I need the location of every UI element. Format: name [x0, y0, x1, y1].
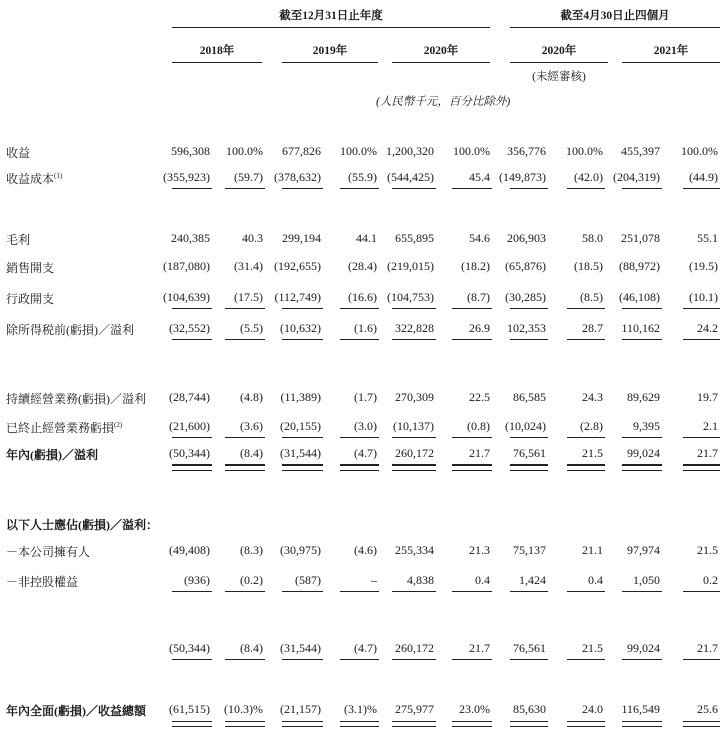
cell-underline: [225, 308, 265, 309]
table-cell: 322,828: [395, 321, 434, 335]
table-cell: (16.6): [348, 290, 377, 304]
table-cell: (2.8): [580, 419, 603, 433]
table-cell: 21.1: [582, 543, 603, 557]
row-label: 年內(虧損)／溢利: [6, 448, 98, 462]
table-cell: (187,080): [163, 259, 210, 273]
table-cell: (104,639): [163, 290, 210, 304]
header-year-rule: [392, 62, 490, 63]
cell-underline: [683, 339, 720, 340]
table-cell: (31,544): [280, 446, 321, 460]
cell-underline: [172, 591, 212, 592]
table-cell: (88,972): [619, 259, 660, 273]
cell-underline: [683, 437, 720, 438]
table-cell: (0.8): [467, 419, 490, 433]
cell-underline: [392, 339, 436, 340]
table-cell: 1,200,320: [386, 144, 434, 158]
table-cell: 260,172: [395, 446, 434, 460]
table-cell: (65,876): [505, 259, 546, 273]
table-cell: 240,385: [171, 231, 210, 245]
table-cell: 356,776: [507, 144, 546, 158]
footnote-ref: (2): [114, 421, 123, 429]
header-period-2020: 2020年: [541, 45, 577, 57]
cell-underline: [567, 659, 605, 660]
cell-underline: [567, 308, 605, 309]
table-cell: (936): [184, 573, 210, 587]
table-cell: 21.5: [582, 446, 603, 460]
table-cell: (104,753): [387, 290, 434, 304]
table-cell: (18.2): [461, 259, 490, 273]
cell-underline: [340, 308, 379, 309]
cell-underline: [510, 591, 548, 592]
header-year-2020: 2020年: [423, 45, 459, 57]
table-cell: 2.1: [703, 419, 718, 433]
table-cell: 21.5: [697, 543, 718, 557]
cell-underline: [225, 339, 265, 340]
row-label: －非控股權益: [6, 575, 79, 589]
table-cell: (4.8): [240, 390, 263, 404]
cell-underline: [282, 591, 323, 592]
double-underline: [567, 465, 605, 471]
table-cell: 110,162: [621, 321, 660, 335]
table-cell: 596,308: [171, 144, 210, 158]
header-year-rule: [282, 62, 378, 63]
cell-underline: [510, 188, 548, 189]
table-cell: 58.0: [582, 231, 603, 245]
cell-underline: [340, 591, 379, 592]
table-cell: 100.0%: [226, 144, 263, 158]
cell-underline: [225, 659, 265, 660]
double-underline: [392, 465, 436, 471]
table-cell: (8.5): [580, 290, 603, 304]
double-underline: [683, 721, 720, 727]
row-label: －本公司擁有人: [6, 545, 91, 559]
table-cell: (28,744): [169, 390, 210, 404]
table-cell: 0.4: [475, 573, 490, 587]
table-cell: (11,389): [280, 390, 321, 404]
cell-underline: [622, 659, 662, 660]
cell-underline: [392, 437, 436, 438]
cell-underline: [510, 437, 548, 438]
header-year-2019: 2019年: [312, 45, 348, 57]
cell-underline: [172, 308, 212, 309]
row-label: 毛利: [6, 233, 31, 247]
unit-note: (人民幣千元，百分比除外): [376, 96, 511, 108]
table-cell: 4,838: [407, 573, 434, 587]
row-label: 年內全面(虧損)／收益總額: [6, 704, 146, 718]
table-cell: (30,975): [280, 543, 321, 557]
table-cell: 206,903: [507, 231, 546, 245]
table-cell: 28.7: [582, 321, 603, 335]
table-cell: (21,157): [280, 702, 321, 716]
table-cell: 99,024: [627, 446, 660, 460]
table-cell: (10.1): [689, 290, 718, 304]
table-cell: (31,544): [280, 641, 321, 655]
table-cell: 85,630: [513, 702, 546, 716]
row-label: 以下人士應佔(虧損)／溢利：: [6, 518, 158, 532]
table-cell: (149,873): [499, 170, 546, 184]
cell-underline: [510, 308, 548, 309]
table-cell: (192,655): [274, 259, 321, 273]
cell-underline: [282, 308, 323, 309]
table-cell: 76,561: [513, 446, 546, 460]
table-cell: (219,015): [387, 259, 434, 273]
row-label: 行政開支: [6, 292, 55, 306]
table-cell: (8.7): [467, 290, 490, 304]
cell-underline: [622, 188, 662, 189]
cell-underline: [622, 437, 662, 438]
unaudited-note: (未經審核): [532, 71, 586, 83]
table-cell: 677,826: [282, 144, 321, 158]
table-cell: 86,585: [513, 390, 546, 404]
table-cell: (10,024): [505, 419, 546, 433]
header-group-year-ended: 截至12月31日止年度: [279, 10, 383, 22]
table-cell: (32,552): [169, 321, 210, 335]
table-cell: 89,629: [627, 390, 660, 404]
table-cell: (355,923): [163, 170, 210, 184]
table-cell: 1,424: [519, 573, 546, 587]
cell-underline: [567, 339, 605, 340]
table-cell: (46,108): [619, 290, 660, 304]
header-year-rule: [172, 62, 262, 63]
table-cell: (18.5): [574, 259, 603, 273]
cell-underline: [392, 308, 436, 309]
double-underline: [282, 465, 323, 471]
table-cell: 24.0: [582, 702, 603, 716]
header-group-rule: [510, 27, 720, 28]
cell-underline: [683, 659, 720, 660]
table-cell: 455,397: [621, 144, 660, 158]
table-cell: (17.5): [234, 290, 263, 304]
table-cell: (587): [295, 573, 321, 587]
double-underline: [622, 465, 662, 471]
cell-underline: [392, 659, 436, 660]
double-underline: [567, 721, 605, 727]
cell-underline: [452, 659, 492, 660]
table-cell: (10,137): [393, 419, 434, 433]
table-cell: 0.4: [588, 573, 603, 587]
table-cell: 26.9: [469, 321, 490, 335]
table-cell: (4.7): [354, 446, 377, 460]
table-cell: (3.6): [240, 419, 263, 433]
row-label: 銷售開支: [6, 261, 55, 275]
cell-underline: [622, 308, 662, 309]
table-cell: (1.6): [354, 321, 377, 335]
table-cell: (55.9): [348, 170, 377, 184]
cell-underline: [282, 188, 323, 189]
table-cell: 21.3: [469, 543, 490, 557]
table-cell: 100.0%: [453, 144, 490, 158]
cell-underline: [172, 339, 212, 340]
table-cell: 21.7: [469, 641, 490, 655]
row-label: 收益成本$^{(1)}$: [6, 172, 63, 186]
cell-underline: [282, 659, 323, 660]
table-cell: 102,353: [507, 321, 546, 335]
double-underline: [510, 721, 548, 727]
table-cell: 1,050: [633, 573, 660, 587]
header-year-2018: 2018年: [199, 45, 235, 57]
table-cell: 21.7: [697, 446, 718, 460]
table-cell: 275,977: [395, 702, 434, 716]
footnote-ref: (1): [54, 172, 63, 180]
table-cell: (3.0): [354, 419, 377, 433]
table-cell: 55.1: [697, 231, 718, 245]
cell-underline: [683, 308, 720, 309]
double-underline: [622, 721, 662, 727]
table-cell: (44.9): [689, 170, 718, 184]
cell-underline: [282, 339, 323, 340]
cell-underline: [225, 188, 265, 189]
cell-underline: [225, 437, 265, 438]
cell-underline: [622, 591, 662, 592]
cell-underline: [683, 591, 720, 592]
double-underline: [452, 465, 492, 471]
table-cell: 75,137: [513, 543, 546, 557]
cell-underline: [567, 591, 605, 592]
cell-underline: [392, 591, 436, 592]
cell-underline: [452, 308, 492, 309]
row-label: 收益: [6, 146, 31, 160]
table-cell: 22.5: [469, 390, 490, 404]
table-cell: (61,515): [169, 702, 210, 716]
table-cell: (3.1)%: [344, 702, 377, 716]
cell-underline: [510, 659, 548, 660]
table-cell: 21.7: [697, 641, 718, 655]
table-cell: 19.7: [697, 390, 718, 404]
table-cell: 100.0%: [566, 144, 603, 158]
cell-underline: [340, 188, 379, 189]
table-cell: (5.5): [240, 321, 263, 335]
double-underline: [225, 721, 265, 727]
header-year-rule: [510, 62, 608, 63]
cell-underline: [392, 188, 436, 189]
double-underline: [452, 721, 492, 727]
table-cell: 255,334: [395, 543, 434, 557]
table-cell: 260,172: [395, 641, 434, 655]
cell-underline: [683, 188, 720, 189]
header-group-four-months: 截至4月30日止四個月: [560, 10, 670, 22]
double-underline: [340, 721, 379, 727]
double-underline: [683, 465, 720, 471]
table-cell: (544,425): [387, 170, 434, 184]
double-underline: [282, 721, 323, 727]
cell-underline: [282, 437, 323, 438]
table-cell: (31.4): [234, 259, 263, 273]
cell-underline: [452, 188, 492, 189]
table-cell: –: [371, 573, 377, 587]
table-cell: 270,309: [395, 390, 434, 404]
cell-underline: [567, 188, 605, 189]
cell-underline: [452, 339, 492, 340]
table-cell: (42.0): [574, 170, 603, 184]
table-cell: 76,561: [513, 641, 546, 655]
table-cell: (28.4): [348, 259, 377, 273]
table-cell: (59.7): [234, 170, 263, 184]
cell-underline: [452, 591, 492, 592]
table-cell: 25.6: [697, 702, 718, 716]
cell-underline: [340, 437, 379, 438]
table-cell: 0.2: [703, 573, 718, 587]
table-cell: (4.7): [354, 641, 377, 655]
table-cell: 24.2: [697, 321, 718, 335]
cell-underline: [340, 659, 379, 660]
cell-underline: [452, 437, 492, 438]
table-cell: 299,194: [282, 231, 321, 245]
table-cell: (19.5): [689, 259, 718, 273]
double-underline: [225, 465, 265, 471]
header-period-2021: 2021年: [653, 45, 689, 57]
double-underline: [340, 465, 379, 471]
table-cell: (8.4): [240, 446, 263, 460]
double-underline: [172, 465, 212, 471]
table-cell: 97,974: [627, 543, 660, 557]
table-cell: 655,895: [395, 231, 434, 245]
table-cell: 9,395: [633, 419, 660, 433]
row-label: 除所得税前(虧損)／溢利: [6, 323, 134, 337]
table-cell: (4.6): [354, 543, 377, 557]
cell-underline: [567, 437, 605, 438]
table-cell: (50,344): [169, 446, 210, 460]
table-cell: (10.3)%: [224, 702, 263, 716]
table-cell: (8.3): [240, 543, 263, 557]
double-underline: [510, 465, 548, 471]
table-cell: 54.6: [469, 231, 490, 245]
table-cell: 100.0%: [681, 144, 718, 158]
table-cell: (8.4): [240, 641, 263, 655]
table-cell: (112,749): [274, 290, 321, 304]
table-cell: (21,600): [169, 419, 210, 433]
cell-underline: [225, 591, 265, 592]
header-group-rule: [172, 27, 490, 28]
cell-underline: [510, 339, 548, 340]
table-cell: (10,632): [280, 321, 321, 335]
table-cell: (50,344): [169, 641, 210, 655]
table-cell: 100.0%: [340, 144, 377, 158]
double-underline: [392, 721, 436, 727]
row-label: 持續經營業務(虧損)／溢利: [6, 392, 146, 406]
cell-underline: [172, 437, 212, 438]
table-cell: 44.1: [356, 231, 377, 245]
table-cell: 45.4: [469, 170, 490, 184]
cell-underline: [172, 659, 212, 660]
table-cell: 99,024: [627, 641, 660, 655]
table-cell: 23.0%: [459, 702, 490, 716]
table-cell: (1.7): [354, 390, 377, 404]
header-year-rule: [622, 62, 720, 63]
table-cell: (0.2): [240, 573, 263, 587]
cell-underline: [622, 339, 662, 340]
table-cell: 116,549: [621, 702, 660, 716]
row-label: 已終止經營業務虧損$^{(2)}$: [6, 421, 123, 435]
table-cell: (378,632): [274, 170, 321, 184]
table-cell: 21.5: [582, 641, 603, 655]
table-cell: 21.7: [469, 446, 490, 460]
table-cell: (204,319): [613, 170, 660, 184]
table-cell: (20,155): [280, 419, 321, 433]
table-cell: 251,078: [621, 231, 660, 245]
cell-underline: [172, 188, 212, 189]
table-cell: 40.3: [242, 231, 263, 245]
table-cell: (49,408): [169, 543, 210, 557]
table-cell: (30,285): [505, 290, 546, 304]
cell-underline: [340, 339, 379, 340]
double-underline: [172, 721, 212, 727]
table-cell: 24.3: [582, 390, 603, 404]
